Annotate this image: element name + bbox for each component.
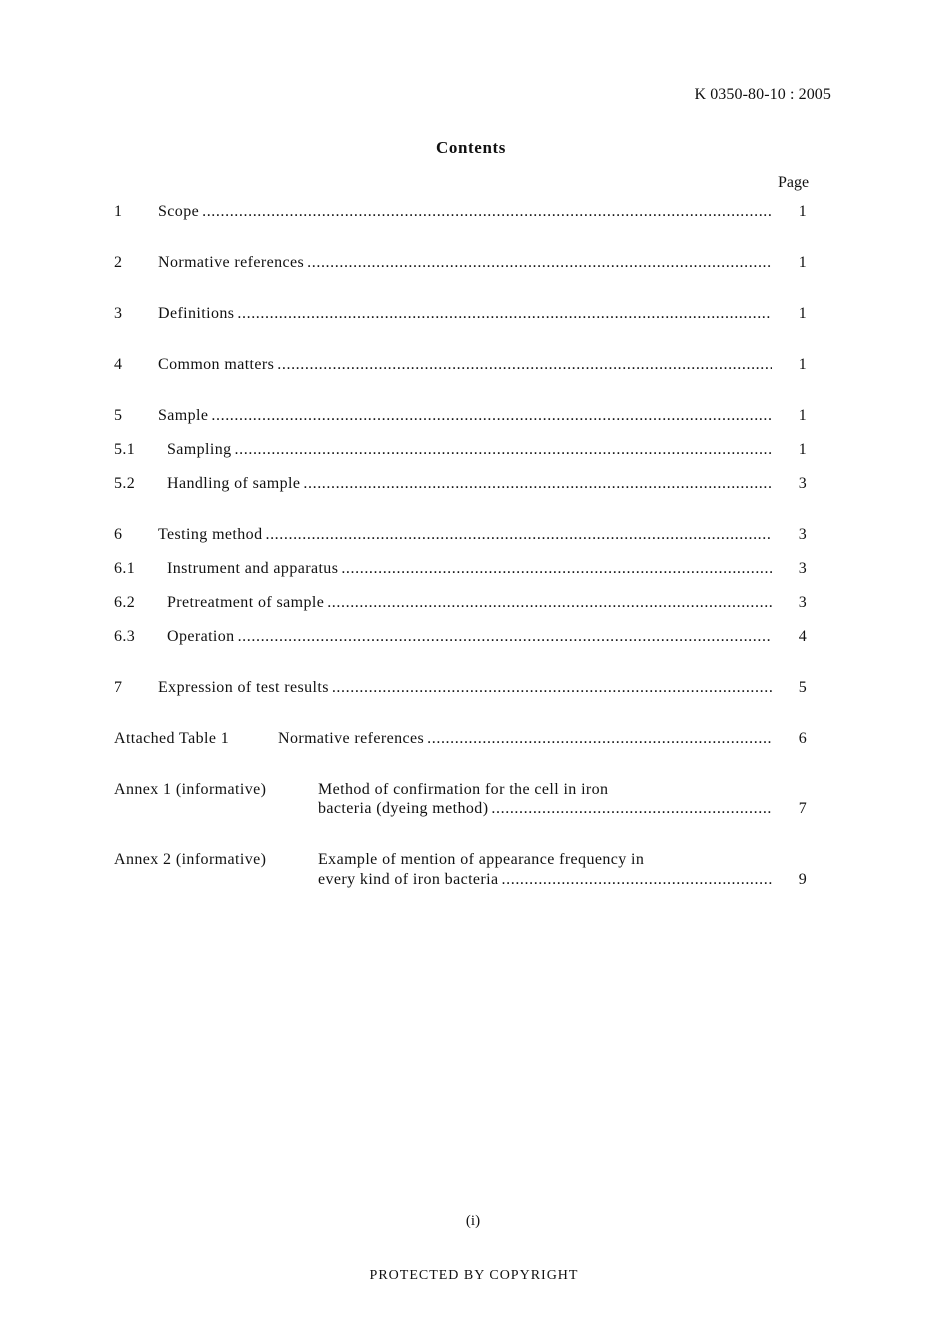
- toc-page: 3: [798, 475, 808, 492]
- toc-title: Sample: [158, 407, 211, 424]
- toc-number: 4: [114, 356, 123, 373]
- toc-title: Expression of test results: [158, 679, 332, 696]
- toc-number: 6.2: [114, 594, 136, 611]
- toc-title: Common matters: [158, 356, 277, 373]
- toc-page: 3: [798, 594, 808, 611]
- toc-entry-6-3[interactable]: [114, 628, 810, 650]
- toc-entry-6-2[interactable]: [114, 594, 810, 616]
- toc-entry-2[interactable]: [114, 254, 810, 276]
- annex-1-title-line2: bacteria (dyeing method): [318, 800, 491, 817]
- toc-page: 1: [798, 305, 808, 322]
- copyright-notice: PROTECTED BY COPYRIGHT: [369, 1268, 579, 1283]
- toc-page: 4: [798, 628, 808, 645]
- document-identifier: K 0350-80-10 : 2005: [694, 86, 831, 103]
- toc-number: 7: [114, 679, 123, 696]
- page-title: Contents: [436, 138, 506, 157]
- toc-page: 1: [798, 203, 808, 220]
- toc-title: Testing method: [158, 526, 265, 543]
- toc-title: Pretreatment of sample: [167, 594, 327, 611]
- annex-1-label: Annex 1 (informative): [114, 781, 267, 798]
- toc-entry-6-1[interactable]: [114, 560, 810, 582]
- toc-entry-annex-1[interactable]: [114, 800, 810, 822]
- toc-number: 3: [114, 305, 123, 322]
- toc-number: 5: [114, 407, 123, 424]
- toc-number: 5.1: [114, 441, 136, 458]
- toc-entry-4[interactable]: [114, 356, 810, 378]
- toc-page: 1: [798, 356, 808, 373]
- toc-page: 9: [798, 871, 808, 888]
- annex-1-title-line1[interactable]: Method of confirmation for the cell in iron: [318, 781, 609, 798]
- toc-number: 5.2: [114, 475, 136, 492]
- toc-title: Instrument and apparatus: [167, 560, 341, 577]
- toc-entry-6[interactable]: [114, 526, 810, 548]
- toc-title: Sampling: [167, 441, 235, 458]
- toc-entry-attached-table-1[interactable]: [114, 730, 810, 752]
- toc-page: 7: [798, 800, 808, 817]
- annex-2-title-line1[interactable]: Example of mention of appearance frequency in: [318, 851, 645, 868]
- attached-table-label: Attached Table 1: [114, 730, 230, 747]
- toc-title: Handling of sample: [167, 475, 303, 492]
- toc-entry-5-2[interactable]: [114, 475, 810, 497]
- toc-page: 1: [798, 254, 808, 271]
- footer-page-number: (i): [465, 1213, 481, 1229]
- toc-number: 2: [114, 254, 123, 271]
- toc-title: Definitions: [158, 305, 237, 322]
- toc-title: Operation: [167, 628, 238, 645]
- toc-entry-7[interactable]: [114, 679, 810, 701]
- toc-entry-5-1[interactable]: [114, 441, 810, 463]
- toc-page: 5: [798, 679, 808, 696]
- toc-page: 1: [798, 441, 808, 458]
- toc-number: 6.1: [114, 560, 136, 577]
- toc-number: 1: [114, 203, 123, 220]
- toc-number: 6: [114, 526, 123, 543]
- toc-entry-5[interactable]: [114, 407, 810, 429]
- toc-page: 6: [798, 730, 808, 747]
- annex-2-label: Annex 2 (informative): [114, 851, 267, 868]
- toc-entry-3[interactable]: [114, 305, 810, 327]
- toc-page: 3: [798, 526, 808, 543]
- toc-number: 6.3: [114, 628, 136, 645]
- toc-entry-1[interactable]: [114, 203, 810, 225]
- page-column-label: Page: [778, 174, 810, 191]
- toc-page: 1: [798, 407, 808, 424]
- toc-title: Scope: [158, 203, 202, 220]
- toc-title: Normative references: [158, 254, 307, 271]
- toc-entry-annex-2[interactable]: [114, 871, 810, 893]
- annex-2-title-line2: every kind of iron bacteria: [318, 871, 502, 888]
- toc-title: Normative references: [278, 730, 427, 747]
- toc-page: 3: [798, 560, 808, 577]
